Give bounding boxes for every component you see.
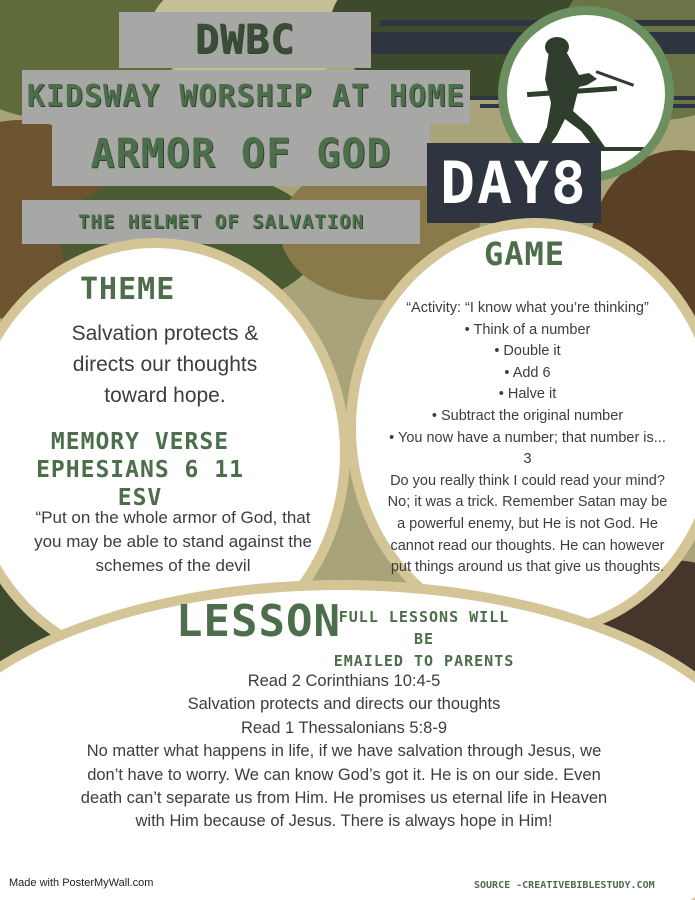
game-line: • You now have a number; that number is... <box>389 429 666 446</box>
topic-text: THE HELMET OF SALVATION <box>77 211 365 233</box>
game-line: • Halve it <box>498 386 557 403</box>
title-banner <box>52 122 430 186</box>
verse-line: “Put on the whole armor of God, that <box>35 508 311 527</box>
game-line: • Think of a number <box>464 321 591 338</box>
game-line: “Activity: “I know what you’re thinking” <box>406 300 649 316</box>
lesson-line: No matter what happens in life, if we have salvation through Jesus, we <box>86 742 602 761</box>
topic-banner <box>22 200 420 244</box>
subtitle-text: KIDSWAY WORSHIP AT HOME <box>26 79 466 114</box>
lesson-line: death can’t separate us from Him. He promises us eternal life in Heaven <box>80 789 608 808</box>
source-credit: SOURCE -CREATIVEBIBLESTUDY.COM <box>474 880 655 891</box>
game-line: put things around us that give us thoughts. <box>390 559 665 576</box>
lesson-line: with Him because of Jesus. There is always hope in Him! <box>135 812 553 831</box>
lesson-line: Read 1 Thessalonians 5:8-9 <box>240 718 448 737</box>
subtitle-banner <box>22 70 470 124</box>
org-banner <box>119 12 371 68</box>
page-title: ARMOR OF GOD <box>90 131 392 177</box>
game-line: Do you really think I could read your mind? <box>390 472 665 489</box>
game-line: • Add 6 <box>504 364 551 381</box>
game-heading: GAME <box>484 235 566 273</box>
theme-text <box>40 318 290 411</box>
memory-verse-heading <box>20 428 260 512</box>
lesson-note <box>326 606 522 672</box>
theme-line: directs our thoughts <box>72 353 258 376</box>
lesson-note-line: FULL LESSONS WILL BE <box>338 608 510 648</box>
memory-verse-reference: EPHESIANS 6 11 ESV <box>36 457 244 511</box>
day-badge <box>427 143 601 223</box>
verse-line: you may be able to stand against the <box>34 532 312 551</box>
game-line: a powerful enemy, but He is not God. He <box>397 515 658 532</box>
game-line: • Double it <box>494 343 561 360</box>
lesson-line: Salvation protects and directs our thoughts <box>187 695 501 714</box>
made-with-credit[interactable]: Made with PosterMyWall.com <box>9 877 154 889</box>
theme-line: Salvation protects & <box>71 322 259 345</box>
game-text <box>360 298 695 579</box>
lesson-heading: LESSON <box>176 596 341 647</box>
verse-line: schemes of the devil <box>95 556 251 575</box>
game-line: • Subtract the original number <box>431 407 624 424</box>
theme-line: toward hope. <box>104 384 226 407</box>
game-line: No; it was a trick. Remember Satan may be <box>387 494 668 511</box>
memory-verse-text <box>6 506 340 578</box>
org-name: DWBC <box>194 17 296 63</box>
day-label: DAY8 <box>440 149 588 217</box>
game-line: cannot read our thoughts. He can however <box>390 537 665 554</box>
lesson-note-line: EMAILED TO PARENTS <box>333 652 515 670</box>
game-line: 3 <box>523 451 532 468</box>
theme-heading: THEME <box>80 272 176 307</box>
lesson-line: don’t have to worry. We can know God’s got it. He is on our side. Even <box>87 765 601 784</box>
lesson-line: Read 2 Corinthians 10:4-5 <box>247 672 441 690</box>
memory-verse-title: MEMORY VERSE <box>50 429 230 455</box>
lesson-text <box>30 670 658 834</box>
